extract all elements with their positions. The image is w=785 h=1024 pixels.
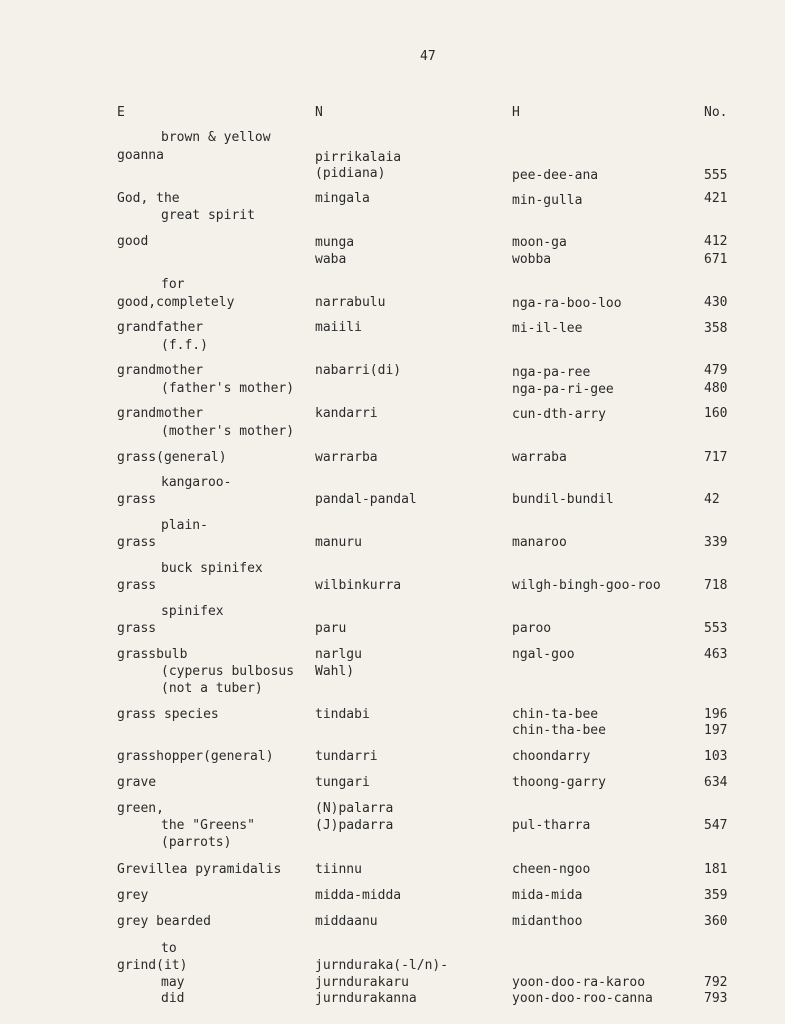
entry-h: min-gulla bbox=[512, 193, 583, 208]
entry-native: pirrikalaia bbox=[315, 150, 402, 165]
entry-note: (parrots) bbox=[161, 835, 232, 850]
entry-qualifier: spinifex bbox=[161, 604, 224, 619]
entry-native: (pidiana) bbox=[315, 166, 386, 181]
entry-english: goanna bbox=[117, 148, 164, 163]
header-number: No. bbox=[704, 105, 728, 120]
entry-native: narlgu bbox=[315, 647, 362, 662]
entry-h: chin-ta-bee bbox=[512, 707, 599, 722]
entry-native: mingala bbox=[315, 191, 370, 206]
entry-number: 634 bbox=[704, 775, 728, 790]
entry-native: warrarba bbox=[315, 450, 378, 465]
header-h: H bbox=[512, 105, 520, 120]
entry-english: good,completely bbox=[117, 295, 235, 310]
entry-number: 196 bbox=[704, 707, 728, 722]
entry-native: paru bbox=[315, 621, 347, 636]
entry-h: mi-il-lee bbox=[512, 321, 583, 336]
entry-english: God, the bbox=[117, 191, 180, 206]
entry-h: bundil-bundil bbox=[512, 492, 614, 507]
entry-h: manaroo bbox=[512, 535, 567, 550]
entry-note: great spirit bbox=[161, 208, 255, 223]
entry-english: grass(general) bbox=[117, 450, 227, 465]
entry-h: nga-pa-ri-gee bbox=[512, 382, 614, 397]
entry-number: 480 bbox=[704, 381, 728, 396]
entry-note: (cyperus bulbosus bbox=[161, 664, 295, 679]
entry-native: kandarri bbox=[315, 406, 378, 421]
entry-note: (f.f.) bbox=[161, 338, 208, 353]
entry-h: yoon-doo-ra-karoo bbox=[512, 975, 646, 990]
entry-english: green, bbox=[117, 801, 164, 816]
entry-h: cheen-ngoo bbox=[512, 862, 591, 877]
entry-english: Grevillea pyramidalis bbox=[117, 862, 282, 877]
entry-qualifier: to bbox=[161, 941, 177, 956]
entry-english: grass bbox=[117, 578, 157, 593]
entry-english: grind(it) bbox=[117, 958, 188, 973]
entry-native: middaanu bbox=[315, 914, 378, 929]
entry-number: 792 bbox=[704, 975, 728, 990]
entry-h: midanthoo bbox=[512, 914, 583, 929]
entry-note: the "Greens" bbox=[161, 818, 255, 833]
entry-h: nga-ra-boo-loo bbox=[512, 296, 622, 311]
entry-english: grassbulb bbox=[117, 647, 188, 662]
entry-native: wilbinkurra bbox=[315, 578, 402, 593]
entry-english: grasshopper(general) bbox=[117, 749, 274, 764]
entry-english: grey bearded bbox=[117, 914, 211, 929]
entry-english: grandmother bbox=[117, 406, 204, 421]
entry-english: grey bbox=[117, 888, 149, 903]
entry-native: narrabulu bbox=[315, 295, 386, 310]
entry-native: jurndurakanna bbox=[315, 991, 417, 1006]
entry-h: mida-mida bbox=[512, 888, 583, 903]
entry-number: 412 bbox=[704, 234, 728, 249]
entry-h: choondarry bbox=[512, 749, 591, 764]
entry-number: 463 bbox=[704, 647, 728, 662]
entry-note: (father's mother) bbox=[161, 381, 295, 396]
entry-number: 181 bbox=[704, 862, 728, 877]
entry-native: manuru bbox=[315, 535, 362, 550]
entry-h: paroo bbox=[512, 621, 552, 636]
entry-native: midda-midda bbox=[315, 888, 402, 903]
entry-h: pul-tharra bbox=[512, 818, 591, 833]
entry-number: 359 bbox=[704, 888, 728, 903]
entry-qualifier: kangaroo- bbox=[161, 475, 232, 490]
entry-number: 793 bbox=[704, 991, 728, 1006]
entry-english: grass bbox=[117, 535, 157, 550]
entry-english: grass bbox=[117, 621, 157, 636]
entry-native: tiinnu bbox=[315, 862, 362, 877]
entry-number: 547 bbox=[704, 818, 728, 833]
entry-english: grandmother bbox=[117, 363, 204, 378]
entry-note: may bbox=[161, 975, 185, 990]
entry-number: 553 bbox=[704, 621, 728, 636]
entry-native: maiili bbox=[315, 320, 362, 335]
entry-native: nabarri(di) bbox=[315, 363, 402, 378]
entry-native: pandal-pandal bbox=[315, 492, 417, 507]
entry-note: (mother's mother) bbox=[161, 424, 295, 439]
entry-h: cun-dth-arry bbox=[512, 407, 606, 422]
entry-note: (not a tuber) bbox=[161, 681, 263, 696]
header-native: N bbox=[315, 105, 323, 120]
entry-h: moon-ga bbox=[512, 235, 567, 250]
entry-h: warraba bbox=[512, 450, 567, 465]
entry-h: chin-tha-bee bbox=[512, 723, 606, 738]
entry-native: tungari bbox=[315, 775, 370, 790]
entry-native: Wahl) bbox=[315, 664, 355, 679]
entry-native: munga bbox=[315, 235, 355, 250]
entry-h: pee-dee-ana bbox=[512, 168, 599, 183]
entry-number: 718 bbox=[704, 578, 728, 593]
entry-native: (N)palarra bbox=[315, 801, 394, 816]
entry-native: (J)padarra bbox=[315, 818, 394, 833]
entry-number: 717 bbox=[704, 450, 728, 465]
entry-english: grave bbox=[117, 775, 157, 790]
entry-number: 430 bbox=[704, 295, 728, 310]
page-number: 47 bbox=[420, 49, 436, 64]
entry-h: nga-pa-ree bbox=[512, 365, 591, 380]
header-english: E bbox=[117, 105, 125, 120]
entry-qualifier: for bbox=[161, 277, 185, 292]
entry-h: wilgh-bingh-goo-roo bbox=[512, 578, 661, 593]
entry-number: 360 bbox=[704, 914, 728, 929]
entry-h: thoong-garry bbox=[512, 775, 606, 790]
entry-h: yoon-doo-roo-canna bbox=[512, 991, 653, 1006]
entry-number: 197 bbox=[704, 723, 728, 738]
entry-native: jurnduraka(-l/n)- bbox=[315, 958, 449, 973]
entry-number: 479 bbox=[704, 363, 728, 378]
entry-native: waba bbox=[315, 252, 347, 267]
entry-native: tindabi bbox=[315, 707, 370, 722]
entry-english: grass bbox=[117, 492, 157, 507]
entry-number: 421 bbox=[704, 191, 728, 206]
entry-english: good bbox=[117, 234, 149, 249]
entry-h: wobba bbox=[512, 252, 552, 267]
entry-number: 339 bbox=[704, 535, 728, 550]
entry-number: 42 bbox=[704, 492, 720, 507]
entry-number: 671 bbox=[704, 252, 728, 267]
entry-qualifier: plain- bbox=[161, 518, 208, 533]
entry-qualifier: buck spinifex bbox=[161, 561, 263, 576]
entry-number: 160 bbox=[704, 406, 728, 421]
entry-h: ngal-goo bbox=[512, 647, 575, 662]
entry-native: tundarri bbox=[315, 749, 378, 764]
entry-english: grass species bbox=[117, 707, 219, 722]
entry-english: grandfather bbox=[117, 320, 204, 335]
entry-number: 358 bbox=[704, 321, 728, 336]
entry-note: did bbox=[161, 991, 185, 1006]
entry-qualifier: brown & yellow bbox=[161, 130, 271, 145]
entry-native: jurndurakaru bbox=[315, 975, 409, 990]
entry-number: 103 bbox=[704, 749, 728, 764]
entry-number: 555 bbox=[704, 168, 728, 183]
